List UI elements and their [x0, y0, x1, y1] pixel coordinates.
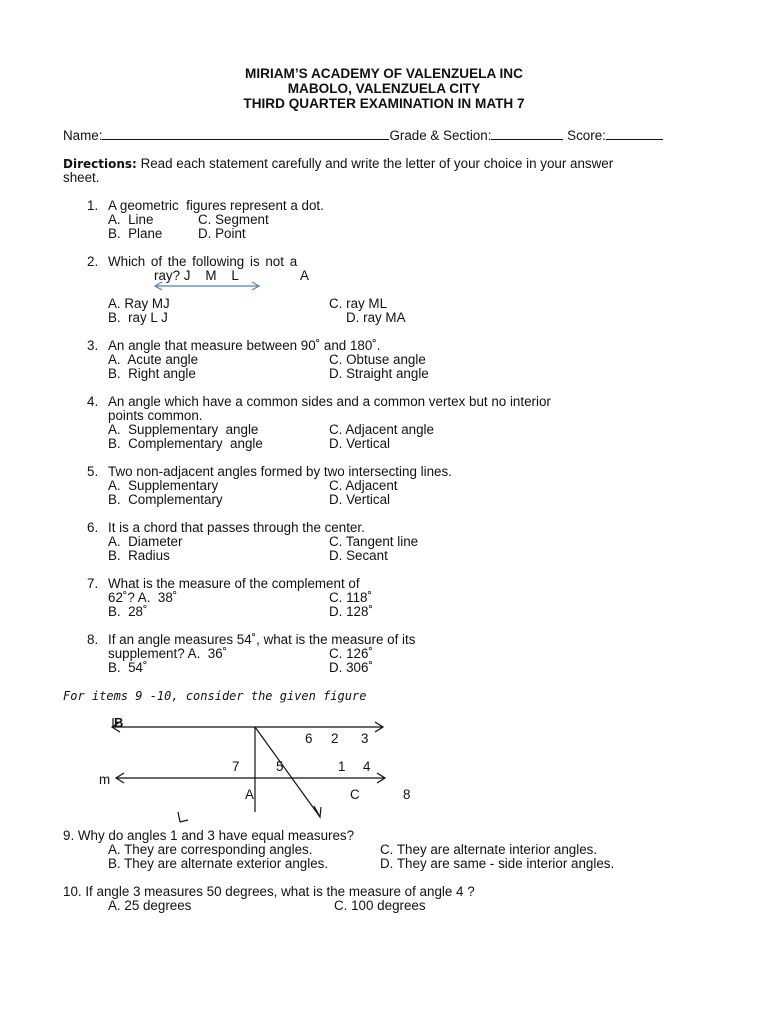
label-a: A — [245, 787, 254, 802]
q3-option-d: D. Straight angle — [329, 366, 429, 381]
q7-option-c: C. 118˚ — [329, 590, 372, 605]
q7-option-b: B. 28˚ — [108, 604, 148, 619]
exam-title: THIRD QUARTER EXAMINATION IN MATH 7 — [243, 96, 525, 111]
label-c: C — [350, 787, 360, 802]
score-label: Score: — [567, 128, 606, 143]
q2-number: 2. — [87, 254, 99, 269]
q7-option-d: D. 128˚ — [329, 604, 373, 619]
q3-option-b: B. Right angle — [108, 366, 196, 381]
q8-option-d: D. 306˚ — [329, 660, 373, 675]
q1-option-a: A. Line — [108, 212, 154, 227]
directions-text: Read each statement carefully and write the letter of your choice in your answer — [140, 156, 614, 171]
angle-label-7: 7 — [232, 759, 240, 774]
q8-number: 8. — [87, 632, 99, 647]
q8-option-c: C. 126˚ — [329, 646, 373, 661]
q4-option-b: B. Complementary angle — [108, 436, 263, 451]
q2-option-a: A. Ray MJ — [108, 296, 170, 311]
q6-number: 6. — [87, 520, 99, 535]
q6-option-b: B. Radius — [108, 548, 170, 563]
arrow-down-icon — [314, 806, 321, 817]
q4-option-a: A. Supplementary angle — [108, 422, 259, 437]
directions-text-cont: sheet. — [63, 170, 100, 185]
q6-option-c: C. Tangent line — [329, 534, 419, 549]
q7-stem-cont-option-a: 62˚? A. 38˚ — [108, 590, 178, 605]
tick-mark — [178, 812, 180, 822]
q2-stem: Which of the following is not a — [108, 254, 298, 269]
q6-stem: It is a chord that passes through the center. — [108, 520, 365, 535]
q2-ray-label-a: A — [300, 268, 309, 283]
angle-label-1: 1 — [338, 759, 346, 774]
q3-option-a: A. Acute angle — [108, 352, 199, 367]
q5-number: 5. — [87, 464, 99, 479]
q9-option-c: C. They are alternate interior angles. — [380, 842, 598, 857]
q2-option-c: C. ray ML — [329, 296, 388, 311]
q1-option-c: C. Segment — [198, 212, 269, 227]
school-address: MABOLO, VALENZUELA CITY — [287, 81, 481, 96]
label-m: m — [99, 772, 111, 787]
q1-option-b: B. Plane — [108, 226, 163, 241]
q10-option-a: A. 25 degrees — [108, 898, 192, 913]
q10-option-c: C. 100 degrees — [334, 898, 426, 913]
q9-option-a: A. They are corresponding angles. — [108, 842, 313, 857]
q5-option-c: C. Adjacent — [329, 478, 398, 493]
q9-option-b: B. They are alternate exterior angles. — [108, 856, 329, 871]
q3-stem: An angle that measure between 90˚ and 180˚. — [108, 338, 381, 353]
q6-option-d: D. Secant — [329, 548, 388, 563]
q1-stem: A geometric figures represent a dot. — [108, 198, 324, 213]
q8-stem: If an angle measures 54˚, what is the measure of its — [108, 632, 416, 647]
q2-option-d: D. ray MA — [346, 310, 406, 325]
q10-stem: 10. If angle 3 measures 50 degrees, what is the measure of angle 4 ? — [63, 884, 475, 899]
q2-stem-cont: ray? J M L — [154, 268, 239, 283]
q1-number: 1. — [87, 198, 99, 213]
q7-number: 7. — [87, 576, 99, 591]
angle-label-8: 8 — [403, 787, 411, 802]
school-name: MIRIAM’S ACADEMY OF VALENZUELA INC — [245, 66, 523, 81]
q1-option-d: D. Point — [198, 226, 246, 241]
grade-section-label: Grade & Section: — [389, 128, 492, 143]
q3-option-c: C. Obtuse angle — [329, 352, 426, 367]
q7-stem: What is the measure of the complement of — [108, 576, 360, 591]
q5-stem: Two non-adjacent angles formed by two intersecting lines. — [108, 464, 452, 479]
q4-stem: An angle which have a common sides and a common vertex but no interior — [108, 394, 551, 409]
angle-label-6: 6 — [305, 731, 313, 746]
q6-option-a: A. Diameter — [108, 534, 183, 549]
q8-stem-cont-option-a: supplement? A. 36˚ — [108, 646, 228, 661]
q4-option-d: D. Vertical — [329, 436, 391, 451]
q9-option-d: D. They are same - side interior angles. — [380, 856, 615, 871]
q2-option-b: B. ray L J — [108, 310, 168, 325]
q5-option-d: D. Vertical — [329, 492, 391, 507]
q4-option-c: C. Adjacent angle — [329, 422, 434, 437]
angle-label-4: 4 — [363, 759, 371, 774]
q5-option-a: A. Supplementary — [108, 478, 219, 493]
q3-number: 3. — [87, 338, 99, 353]
directions-label: Directions: — [63, 157, 137, 171]
label-b: B — [114, 715, 124, 730]
angle-label-5: 5 — [276, 759, 284, 774]
q4-number: 4. — [87, 394, 99, 409]
q5-option-b: B. Complementary — [108, 492, 223, 507]
angle-label-3: 3 — [361, 731, 369, 746]
q8-option-b: B. 54˚ — [108, 660, 148, 675]
q9-stem: 9. Why do angles 1 and 3 have equal measures? — [63, 828, 355, 843]
angle-label-2: 2 — [331, 731, 339, 746]
figure-note: For items 9 -10, consider the given figure — [63, 689, 367, 703]
name-label: Name: — [63, 128, 103, 143]
tick-mark — [180, 820, 188, 822]
q4-stem-cont: points common. — [108, 408, 203, 423]
